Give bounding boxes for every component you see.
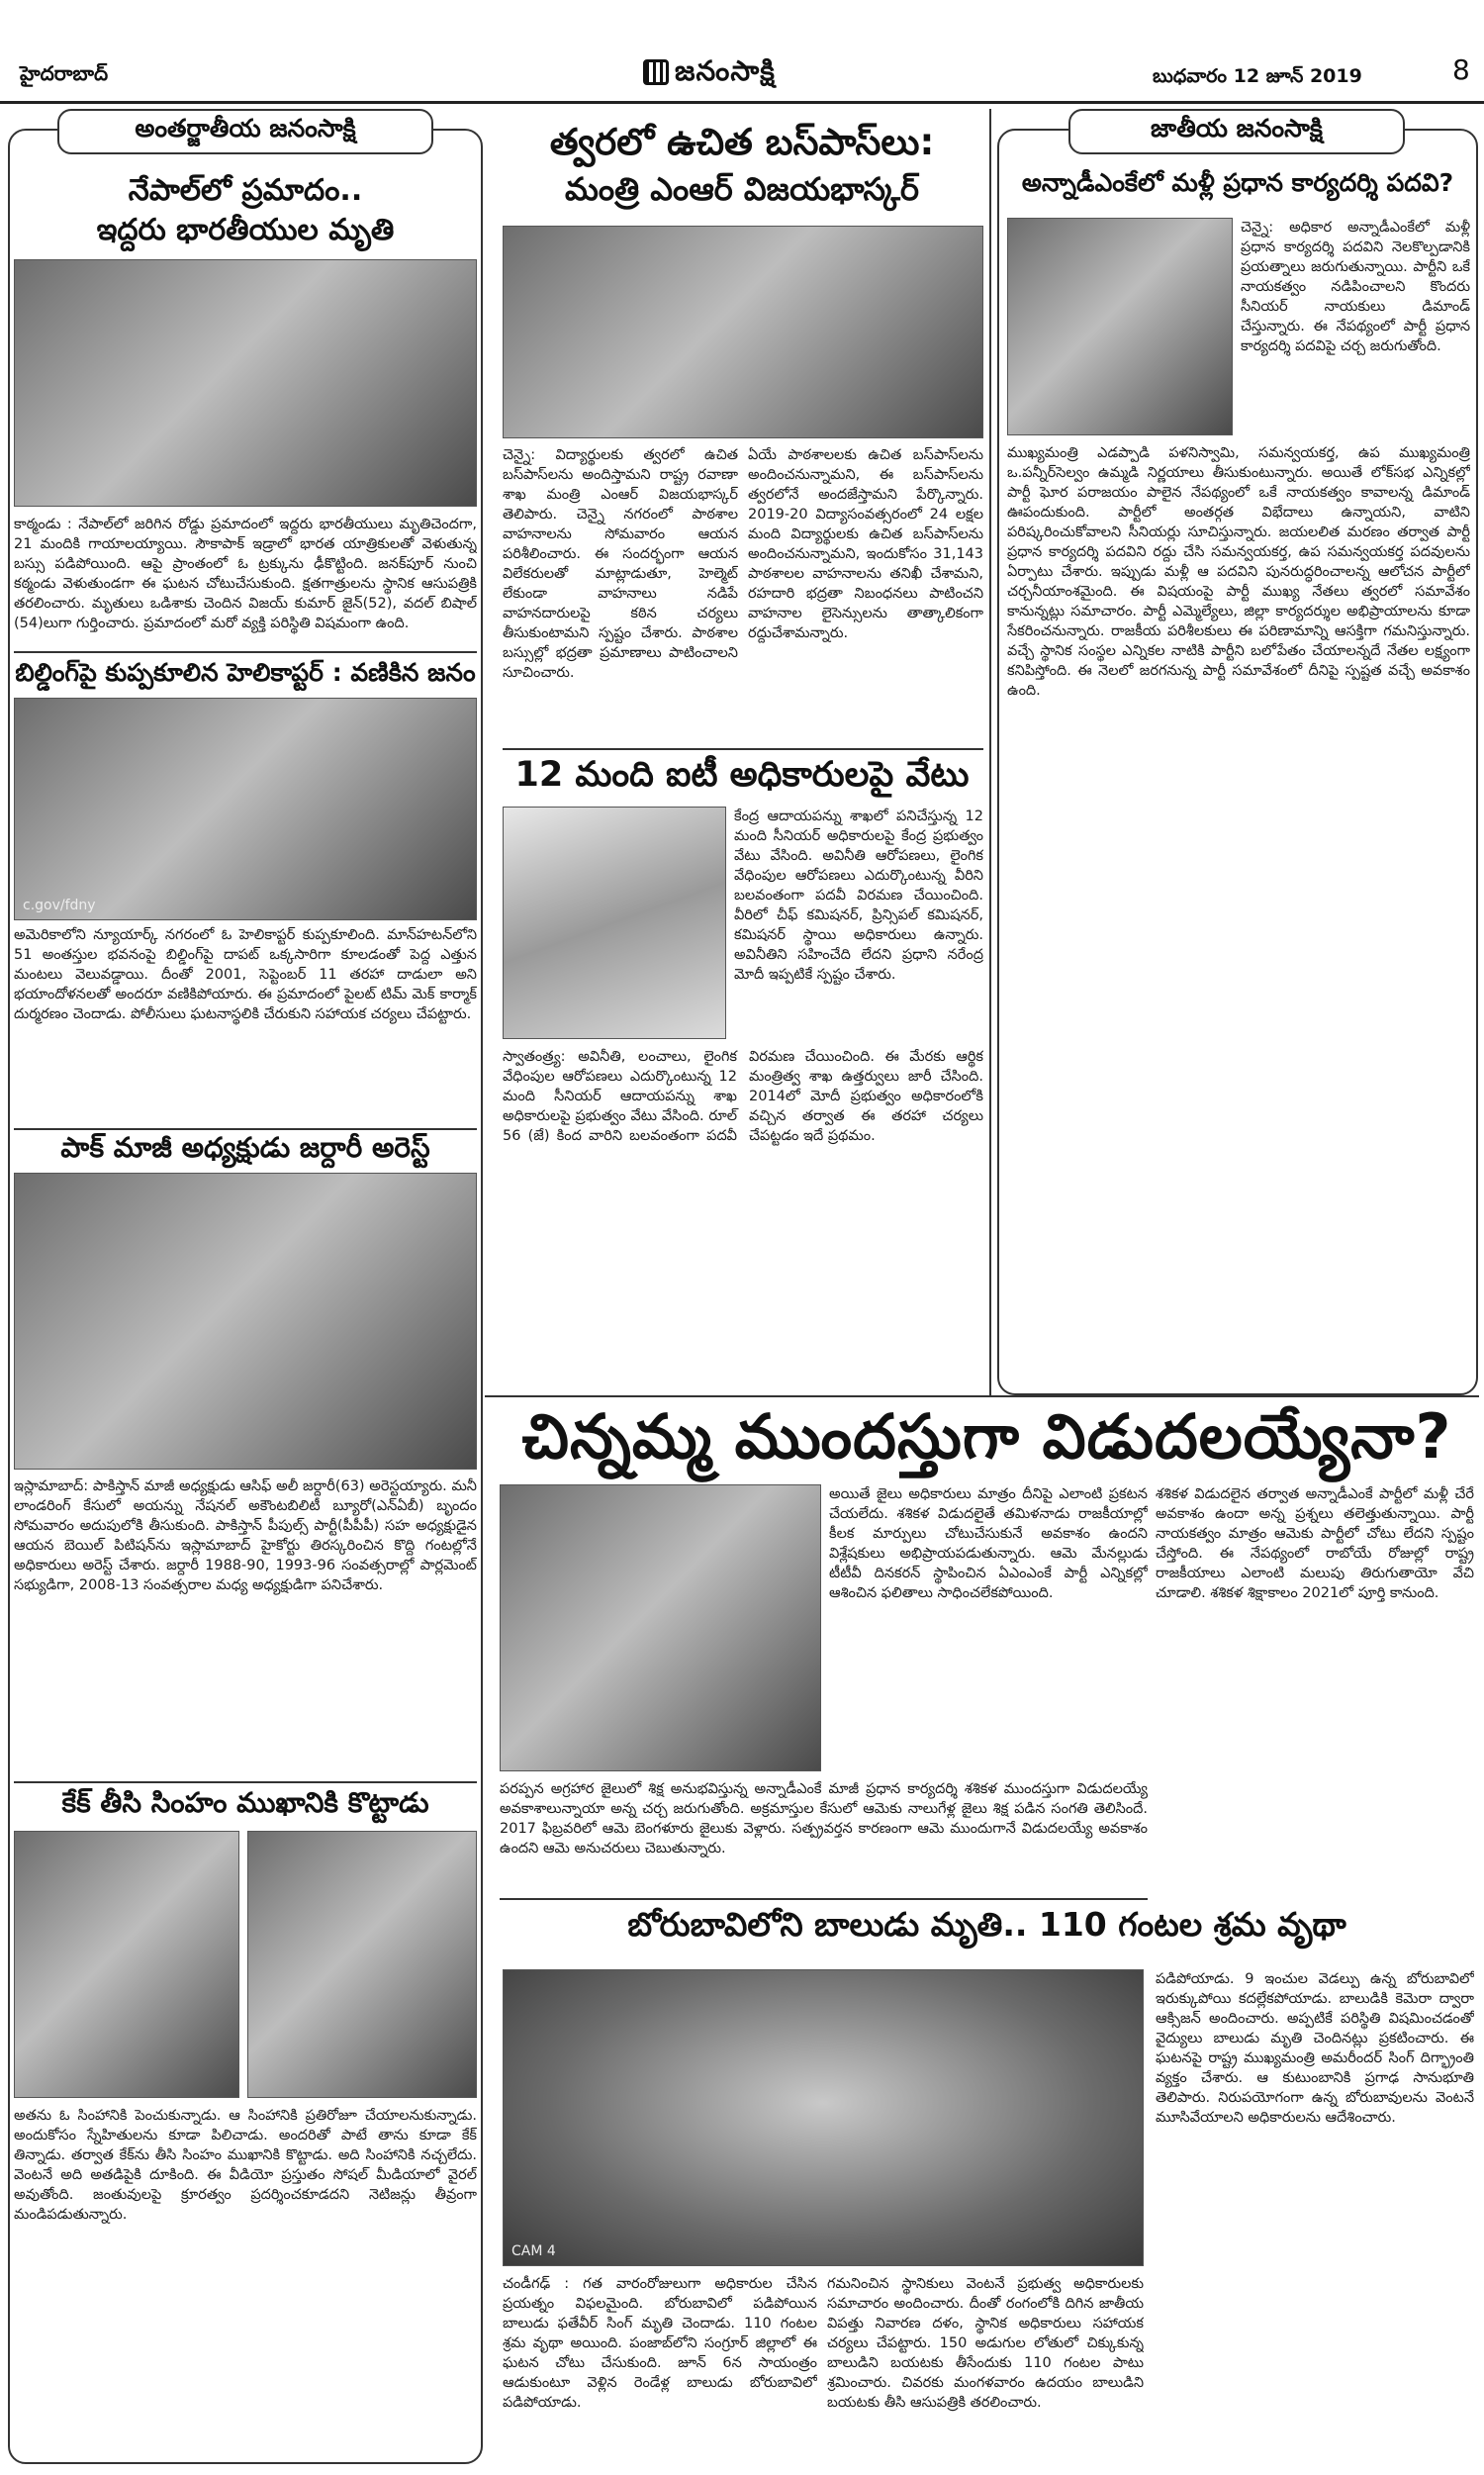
logo-mark-icon	[643, 59, 669, 85]
divider	[503, 748, 983, 750]
helicopter-headline: బిల్డింగ్‌పై కుప్పకూలిన హెలికాప్టర్ : వణికిన జనం	[15, 658, 476, 687]
bus-pass-headline-line2: మంత్రి ఎంఆర్ విజయభాస్కర్	[565, 170, 919, 208]
borewell-headline: బోరుబావిలోని బాలుడు మృతి.. 110 గంటల శ్రమ వృథా	[627, 1905, 1346, 1944]
it-officers-body-right: కేంద్ర ఆదాయపన్ను శాఖలో పనిచేస్తున్న 12 మంది సీనియర్ అధికారులపై కేంద్ర ప్రభుత్వం వేటు వేసింది. అవినీతి ఆరోపణలు, లైంగిక వేధింపుల ఆరోపణలు ఎదుర్కొంటున్న వీరిని బలవంతంగా పదవీ విరమణ చేయించింది. వీరిలో చీఫ్ కమిషనర్, ప్రిన్సిపల్ కమిషనర్, కమిషనర్ స్థాయి అధికారులు ఉన్నారు. అవినీతిని సహించేది లేదని ప్రధాని నరేంద్ర మోదీ ఇప్పటికే స్పష్టం చేశారు.	[734, 809, 983, 983]
lion-photo-right	[247, 1831, 477, 2098]
camera-label: CAM 4	[511, 2243, 556, 2259]
zardari-story-body: ఇస్లామాబాద్: పాకిస్తాన్ మాజీ అధ్యక్షుడు ఆసిఫ్ అలీ జర్దారీ(63) అరెస్టయ్యారు. మనీ లాండరింగ్ కేసులో అయన్ను నేషనల్ అకౌంటబిలిటీ బ్యూరో(ఎన్ఏబీ) బృందం సోమవారం అదుపులోకి తీసుకుంది. పాకిస్తాన్ పీపుల్స్ పార్టీ(పీపీపీ) సహ అధ్యక్షుడైన ఆయన బెయిల్ పిటిషన్‌ను ఇస్లామాబాద్ హైకోర్టు తిరస్కరించిన కొద్ది గంటల్లోనే అధికారులు అరెస్ట్ చేశారు. జర్దారీ 1988-90, 1993-96 సంవత్సరాల్లో పార్లమెంట్ సభ్యుడిగా, 2008-13 సంవత్సరాల మధ్య అధ్యక్షుడిగా పనిచేశారు.	[14, 1478, 477, 1593]
bus-accident-photo	[14, 259, 477, 507]
sasikala-body-col1: పరప్పన అగ్రహార జైలులో శిక్ష అనుభవిస్తున్న అన్నాడీఎంకే మాజీ ప్రధాన కార్యదర్శి శశికళ ముందస్తుగా విడుదలయ్యే అవకాశాలున్నాయా అన్న చర్చ జరుగుతోంది. అక్రమాస్తుల కేసులో ఆమెకు నాలుగేళ్ల జైలు శిక్ష పడిన సంగతి తెలిసిందే. 2017 ఫిబ్రవరిలో ఆమె బెంగళూరు జైలుకు వెళ్లారు. సత్ప్రవర్తన కారణంగా ఆమె ముందుగానే విడుదలయ్యే అవకాశం ఉందని ఆమె అనుచరులు చెబుతున్నారు.	[500, 1781, 1148, 1856]
masthead-logo	[643, 54, 776, 94]
aiadmk-leaders-photo	[1007, 218, 1233, 435]
nepal-story-body: కాఠ్మండు : నేపాల్‌లో జరిగిన రోడ్డు ప్రమాదంలో ఇద్దరు భారతీయులు మృతిచెందగా, 21 మందికి గాయాలయ్యాయి. సౌకాపాక్ ఇడ్రాలో భారత యాత్రికులతో వెళుతున్న బస్సు పడిపోయింది. ఆపై ప్రాంతంలో ఓ ట్రక్కును ఢీకొట్టింది. జనక్‌పూర్ నుంచి కఠ్మండు వెళుతుండగా ఈ ఘటన చోటుచేసుకుంది. క్షతగాత్రులను స్థానిక ఆసుపత్రికి తరలించారు. మృతులు ఒడిశాకు చెందిన విజయ్ కుమార్ జైన్(52), వదల్ బిషాల్ (54)లుగా గుర్తించారు. ప్రమాదంలో మరో వ్యక్తి పరిస్థితి విషమంగా ఉంది.	[14, 517, 477, 631]
helicopter-crash-photo	[14, 698, 477, 920]
bus-pass-body-col1: చెన్నై: విద్యార్థులకు త్వరలో ఉచిత బస్‌పాస్‌లను అందిస్తామని రాష్ట్ర రవాణా శాఖ మంత్రి ఎంఆర్ విజయభాస్కర్ తెలిపారు. చెన్నై నగరంలో పాఠశాల వాహనాలను సోమవారం ఆయన పరిశీలించారు. ఈ సందర్భంగా ఆయన విలేకరులతో మాట్లాడుతూ, హెల్మెట్ లేకుండా వాహనాలు నడిపే వాహనదారులపై కఠిన చర్యలు తీసుకుంటామని స్పష్టం చేశారు. పాఠశాల బస్సుల్లో భద్రతా ప్రమాణాలు పాటించాలని సూచించారు.	[503, 447, 738, 681]
borewell-camera-photo	[503, 1969, 1144, 2266]
nepal-headline-line2: ఇద్దరు భారతీయుల మృతి	[96, 213, 395, 247]
bus-pass-body-col2: ఏయే పాఠశాలలకు ఉచిత బస్‌పాస్‌లను అందించనున్నామని, ఈ బస్‌పాస్‌లను త్వరలోనే అందజేస్తామని పేర్కొన్నారు. 2019-20 విద్యాసంవత్సరంలో 24 లక్షల మంది విద్యార్థులకు ఉచిత బస్‌పాస్‌లను అందించనున్నామని, ఇందుకోసం 31,143 పాఠశాలల వాహనాలను తనిఖీ చేశామని, రహదారి భద్రతా నిబంధనలు పాటించని వాహనాల లైసెన్సులను తాత్కాలికంగా రద్దుచేశామన్నారు.	[748, 447, 983, 641]
divider	[485, 1395, 1479, 1397]
divider	[500, 1898, 1148, 1900]
international-section-tab: అంతర్జాతీయ జనంసాక్షి	[57, 109, 433, 154]
sasikala-headline: చిన్నమ్మ ముందస్తుగా విడుదలయ్యేనా?	[521, 1400, 1452, 1473]
lion-story-body: అతను ఓ సింహానికి పెంచుకున్నాడు. ఆ సింహానికి ప్రతిరోజూ చేయాలనుకున్నాడు. అందుకోసం స్నేహితులను కూడా పిలిచాడు. అందరితో పాటే తాను కూడా కేక్ తిన్నాడు. తర్వాత కేక్‌ను తీసి సింహం ముఖానికి కొట్టాడు. అది సింహానికి నచ్చలేదు. వెంటనే అది అతడిపైకి దూకింది. ఈ వీడియో ప్రస్తుతం సోషల్ మీడియాలో వైరల్ అవుతోంది. జంతువులపై క్రూరత్వం ప్రదర్శించకూడదని నెటిజన్లు తీవ్రంగా మండిపడుతున్నారు.	[14, 2108, 477, 2223]
edition-city: హైదరాబాద్	[20, 61, 109, 85]
helicopter-story-body: అమెరికాలోని న్యూయార్క్ నగరంలో ఓ హెలికాప్టర్ కుప్పకూలింది. మాన్‌హటన్‌లోని 51 అంతస్తుల భవనంపై బిల్డింగ్‌పై దాపట్ ఒక్కసారిగా కూలడంతో పెద్ద ఎత్తున మంటలు వెలువడ్డాయి. దీంతో 2001, సెప్టెంబర్ 11 తరహా దాడులా అని భయాందోళనలతో అందరూ వణికిపోయారు. ఈ ప్రమాదంలో పైలట్ టిమ్ మెక్ కార్మాక్ దుర్మరణం చెందాడు. పోలీసులు ఘటనాస్థలికి చేరుకుని సహాయక చర్యలు చేపట్టారు.	[14, 927, 477, 1022]
divider	[14, 1128, 477, 1130]
sasikala-body-col2: అయితే జైలు అధికారులు మాత్రం దీనిపై ఎలాంటి ప్రకటన చేయలేదు. శశికళ విడుదలైతే తమిళనాడు రాజకీయాల్లో కీలక మార్పులు చోటుచేసుకునే అవకాశం ఉందని విశ్లేషకులు అభిప్రాయపడుతున్నారు. ఆమె మేనల్లుడు టీటీవీ దినకరన్ స్థాపించిన ఏఎంఎంకే పార్టీ ఎన్నికల్లో ఆశించిన ఫలితాలు సాధించలేకపోయింది.	[829, 1486, 1148, 1601]
it-officers-headline: 12 మంది ఐటీ అధికారులపై వేటు	[514, 755, 970, 795]
nepal-headline-line1: నేపాల్‌లో ప్రమాదం..	[128, 173, 363, 208]
zardari-headline: పాక్ మాజీ అధ్యక్షుడు జర్దారీ అరెస్ట్	[60, 1131, 430, 1164]
currency-notes-photo	[503, 807, 726, 1039]
issue-date: బుధవారం 12 జూన్ 2019	[1153, 65, 1362, 87]
lion-photo-left	[14, 1831, 239, 2098]
page-number: 8	[1452, 53, 1470, 86]
column-divider	[989, 109, 991, 1395]
it-officers-body-bottom: స్వాతంత్ర్య: అవినీతి, లంచాలు, లైంగిక వేధింపుల ఆరోపణలు ఎదుర్కొంటున్న 12 మంది సీనియర్ ఆదాయపన్ను శాఖ అధికారులపై ప్రభుత్వం వేటు వేసింది. రూల్ 56 (జే) కింద వారిని బలవంతంగా పదవీ విరమణ చేయించింది. ఈ మేరకు ఆర్థిక మంత్రిత్వ శాఖ ఉత్తర్వులు జారీ చేసింది. 2014లో మోదీ ప్రభుత్వం అధికారంలోకి వచ్చిన తర్వాత ఈ తరహా చర్యలు చేపట్టడం ఇదే ప్రథమం.	[503, 1049, 983, 1144]
national-section-tab: జాతీయ జనంసాక్షి	[1068, 109, 1405, 154]
divider	[14, 651, 477, 653]
lion-cake-headline: కేక్ తీసి సింహం ముఖానికి కొట్టాడు	[61, 1786, 429, 1819]
aiadmk-body-side: చెన్నై: అధికార అన్నాడీఎంకేలో మళ్లీ ప్రధాన కార్యదర్శి పదవిని నెలకొల్పడానికి ప్రయత్నాలు జరుగుతున్నాయి. పార్టీని ఒకే నాయకత్వం నడిపించాలని కొందరు సీనియర్ నాయకులు డిమాండ్ చేస్తున్నారు. ఈ నేపథ్యంలో పార్టీ ప్రధాన కార్యదర్శి పదవిపై చర్చ జరుగుతోంది.	[1241, 220, 1470, 354]
photo-caption: c.gov/fdny	[23, 898, 96, 913]
divider	[14, 1781, 477, 1783]
borewell-body-col1: చండీగఢ్ : గత వారంరోజులుగా అధికారుల చేసిన ప్రయత్నం విఫలమైంది. బోరుబావిలో పడిపోయిన బాలుడు ఫతేవీర్ సింగ్ మృతి చెందాడు. 110 గంటల శ్రమ వృథా అయింది. పంజాబ్‌లోని సంగ్రూర్ జిల్లాలో ఈ ఘటన చోటు చేసుకుంది. జూన్ 6న సాయంత్రం ఆడుకుంటూ వెళ్లిన రెండేళ్ల బాలుడు బోరుబావిలో పడిపోయాడు.	[503, 2276, 817, 2411]
bus-pass-headline-line1: త్వరలో ఉచిత బస్‌పాస్‌లు:	[549, 121, 935, 163]
borewell-body-col3: పడిపోయాడు. 9 ఇంచుల వెడల్పు ఉన్న బోరుబావిలో ఇరుక్కుపోయి కదల్లేకపోయాడు. బాలుడికి కెమెరా ద్వారా ఆక్సిజన్ అందించారు. అప్పటికే పరిస్థితి విషమించడంతో వైద్యులు బాలుడు మృతి చెందినట్లు ప్రకటించారు. ఈ ఘటనపై రాష్ట్ర ముఖ్యమంత్రి అమరీందర్ సింగ్ దిగ్భ్రాంతి వ్యక్తం చేశారు. ఆ కుటుంబానికి ప్రగాఢ సానుభూతి తెలిపారు. నిరుపయోగంగా ఉన్న బోరుబావులను వెంటనే మూసివేయాలని అధికారులను ఆదేశించారు.	[1156, 1971, 1474, 2126]
sasikala-photo	[500, 1484, 821, 1771]
borewell-body-col2: గమనించిన స్థానికులు వెంటనే ప్రభుత్వ అధికారులకు సమాచారం అందించారు. దీంతో రంగంలోకి దిగిన జాతీయ విపత్తు నివారణ దళం, స్థానిక అధికారులు సహాయక చర్యలు చేపట్టారు. 150 అడుగుల లోతులో చిక్కుకున్న బాలుడిని బయటకు తీసేందుకు 110 గంటల పాటు శ్రమించారు. చివరకు మంగళవారం ఉదయం బాలుడిని బయటకు తీసి ఆసుపత్రికి తరలించారు.	[827, 2276, 1144, 2411]
header-rule	[0, 101, 1484, 104]
paper-name: జనంసాక్షి	[675, 54, 776, 87]
bus-inspection-photo	[503, 226, 983, 438]
aiadmk-headline: అన్నాడీఎంకేలో మళ్లీ ప్రధాన కార్యదర్శి పదవి?	[1021, 168, 1454, 197]
aiadmk-body-main: ముఖ్యమంత్రి ఎడప్పాడి పళనిస్వామి, సమన్వయకర్త, ఉప ముఖ్యమంత్రి ఒ.పన్నీర్‌సెల్వం ఉమ్మడి నిర్ణయాలు తీసుకుంటున్నారు. అయితే లోక్‌సభ ఎన్నికల్లో పార్టీ ఘోర పరాజయం పాలైన నేపథ్యంలో ఒకే నాయకత్వం కావాలన్న డిమాండ్ ఊపందుకుంది. పార్టీలో అంతర్గత విభేదాలు ఉన్నాయని, వాటిని పరిష్కరించుకోవాలని సీనియర్లు సూచిస్తున్నారు. జయలలిత మరణం తర్వాత పార్టీ ప్రధాన కార్యదర్శి పదవిని రద్దు చేసి సమన్వయకర్త, ఉప సమన్వయకర్త పదవులను ఏర్పాటు చేశారు. ఇప్పుడు మళ్లీ ఆ పదవిని పునరుద్ధరించాలన్న ఆలోచన పార్టీలో చర్చనీయాంశమైంది. ఈ విషయంపై పార్టీ ముఖ్య నేతలు త్వరలో సమావేశం కానున్నట్లు సమాచారం. పార్టీ ఎమ్మెల్యేలు, జిల్లా కార్యదర్శుల అభిప్రాయాలను కూడా సేకరించనున్నారు. రాజకీయ పరిశీలకులు ఈ పరిణామాన్ని ఆసక్తిగా గమనిస్తున్నారు. వచ్చే స్థానిక సంస్థల ఎన్నికల నాటికి పార్టీని బలోపేతం చేయాలన్నదే నేతల లక్ష్యంగా కనిపిస్తోంది. ఈ నెలలో జరగనున్న పార్టీ సమావేశంలో దీనిపై స్పష్టత వచ్చే అవకాశం ఉంది.	[1007, 445, 1470, 699]
sasikala-body-col3: శశికళ విడుదలైన తర్వాత అన్నాడీఎంకే పార్టీలో మళ్లీ చేరే అవకాశం ఉందా అన్న ప్రశ్నలు తలెత్తుతున్నాయి. పార్టీ నాయకత్వం మాత్రం ఆమెకు పార్టీలో చోటు లేదని స్పష్టం చేస్తోంది. ఈ నేపథ్యంలో రాబోయే రోజుల్లో రాష్ట్ర రాజకీయాలు ఎలాంటి మలుపు తిరుగుతాయో వేచి చూడాలి. శశికళ శిక్షాకాలం 2021లో పూర్తి కానుంది.	[1156, 1486, 1474, 1601]
zardari-photo	[14, 1173, 477, 1470]
